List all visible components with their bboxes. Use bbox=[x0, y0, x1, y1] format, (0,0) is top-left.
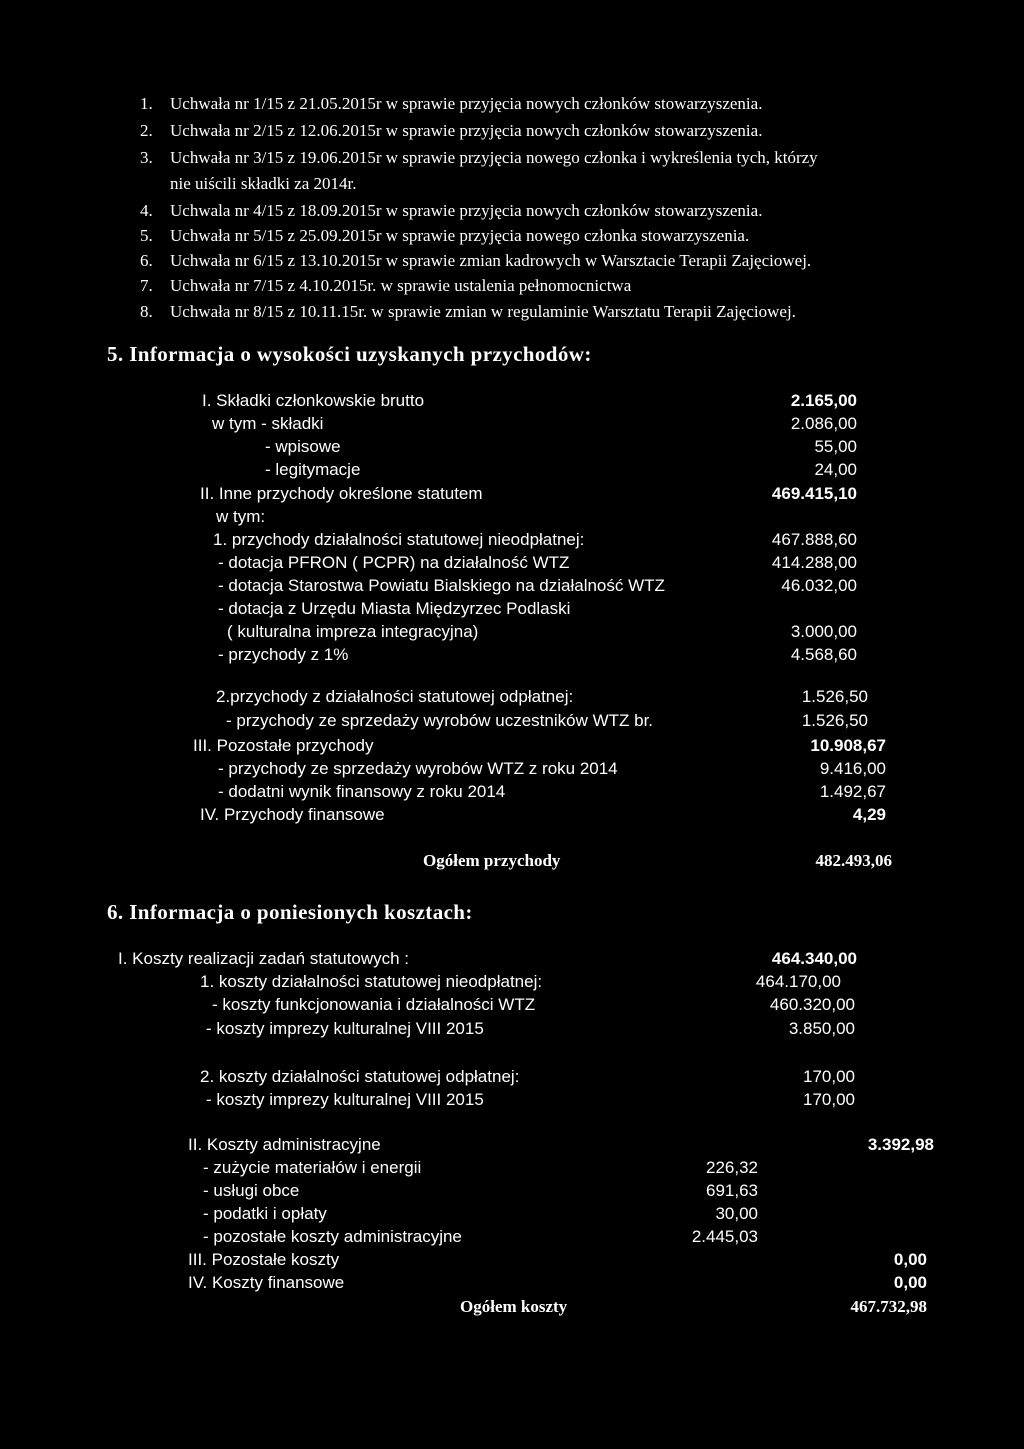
cost-row-value: 2.445,03 bbox=[691, 1227, 758, 1246]
cost-row-value: 0,00 bbox=[893, 1273, 927, 1292]
list-item-number: 1. bbox=[140, 94, 153, 113]
income-row-label: - wpisowe bbox=[265, 437, 341, 456]
cost-row-value: 464.340,00 bbox=[771, 949, 857, 968]
list-item: Uchwała nr 7/15 z 4.10.2015r. w sprawie ustalenia pełnomocnictwa bbox=[170, 276, 632, 295]
list-item-continuation: nie uiścili składki za 2014r. bbox=[170, 174, 357, 193]
income-row-label: w tym: bbox=[216, 507, 266, 526]
list-item-number: 5. bbox=[140, 226, 153, 245]
income-row-value: 469.415,10 bbox=[771, 484, 857, 503]
income-row-value: 3.000,00 bbox=[790, 622, 857, 641]
income-row-value: 24,00 bbox=[814, 460, 857, 479]
income-row-value: 1.526,50 bbox=[801, 687, 868, 706]
costs-total-value: 467.732,98 bbox=[850, 1297, 927, 1316]
income-row-value: 4.568,60 bbox=[790, 645, 857, 664]
list-item-number: 6. bbox=[140, 251, 153, 270]
list-item: Uchwała nr 3/15 z 19.06.2015r w sprawie przyjęcia nowego członka i wykreślenia tych, którzy bbox=[170, 148, 818, 167]
list-item: Uchwała nr 2/15 z 12.06.2015r w sprawie przyjęcia nowych członków stowarzyszenia. bbox=[170, 121, 763, 140]
cost-row-label: II. Koszty administracyjne bbox=[188, 1135, 381, 1154]
costs-heading: 6. Informacja o poniesionych kosztach: bbox=[107, 900, 473, 924]
income-row-value: 10.908,67 bbox=[810, 736, 886, 755]
cost-row-label: I. Koszty realizacji zadań statutowych : bbox=[118, 949, 410, 968]
income-row-label: - dodatni wynik finansowy z roku 2014 bbox=[218, 782, 506, 801]
income-row-value: 414.288,00 bbox=[771, 553, 857, 572]
income-row-label: - legitymacje bbox=[265, 460, 361, 479]
cost-row-label: - koszty imprezy kulturalnej VIII 2015 bbox=[206, 1090, 484, 1109]
cost-row-value: 170,00 bbox=[803, 1090, 855, 1109]
cost-row-label: - podatki i opłaty bbox=[203, 1204, 327, 1223]
income-row-label: 2.przychody z działalności statutowej odpłatnej: bbox=[216, 687, 574, 706]
income-row-label: II. Inne przychody określone statutem bbox=[200, 484, 483, 503]
cost-row-value: 464.170,00 bbox=[755, 972, 841, 991]
income-row-label: I. Składki członkowskie brutto bbox=[202, 391, 425, 410]
list-item: Uchwała nr 6/15 z 13.10.2015r w sprawie zmian kadrowych w Warsztacie Terapii Zajęciowej. bbox=[170, 251, 812, 270]
income-row-label: - dotacja z Urzędu Miasta Międzyrzec Podlaski bbox=[218, 599, 571, 618]
cost-row-label: 2. koszty działalności statutowej odpłatnej: bbox=[200, 1067, 520, 1086]
list-item-number: 7. bbox=[140, 276, 153, 295]
cost-row-label: IV. Koszty finansowe bbox=[188, 1273, 345, 1292]
income-row-label: - dotacja Starostwa Powiatu Bialskiego na działalność WTZ bbox=[218, 576, 665, 595]
cost-row-value: 460.320,00 bbox=[769, 995, 855, 1014]
list-item: Uchwala nr 4/15 z 18.09.2015r w sprawie przyjęcia nowych członków stowarzyszenia. bbox=[170, 201, 763, 220]
cost-row-label: - koszty funkcjonowania i działalności WTZ bbox=[212, 995, 536, 1014]
list-item: Uchwała nr 1/15 z 21.05.2015r w sprawie przyjęcia nowych członków stowarzyszenia. bbox=[170, 94, 763, 113]
income-row-label: - dotacja PFRON ( PCPR) na działalność WTZ bbox=[218, 553, 570, 572]
income-row-label: - przychody ze sprzedaży wyrobów uczestników WTZ br. bbox=[226, 711, 654, 730]
income-row-value: 2.165,00 bbox=[790, 391, 857, 410]
cost-row-label: - zużycie materiałów i energii bbox=[203, 1158, 422, 1177]
cost-row-value: 3.392,98 bbox=[867, 1135, 934, 1154]
income-row-label: ( kulturalna impreza integracyjna) bbox=[227, 622, 479, 641]
cost-row-value: 170,00 bbox=[803, 1067, 855, 1086]
income-row-value: 1.526,50 bbox=[801, 711, 868, 730]
cost-row-value: 691,63 bbox=[706, 1181, 758, 1200]
cost-row-value: 30,00 bbox=[715, 1204, 758, 1223]
list-item-number: 8. bbox=[140, 302, 153, 321]
income-row-value: 1.492,67 bbox=[819, 782, 886, 801]
cost-row-label: 1. koszty działalności statutowej nieodpłatnej: bbox=[200, 972, 543, 991]
income-row-label: - przychody z 1% bbox=[218, 645, 349, 664]
cost-row-value: 0,00 bbox=[893, 1250, 927, 1269]
cost-row-value: 226,32 bbox=[706, 1158, 758, 1177]
income-row-value: 2.086,00 bbox=[790, 414, 857, 433]
cost-row-label: - pozostałe koszty administracyjne bbox=[203, 1227, 462, 1246]
income-row-value: 55,00 bbox=[814, 437, 857, 456]
income-row-label: IV. Przychody finansowe bbox=[200, 805, 385, 824]
costs-total-label: Ogółem koszty bbox=[460, 1297, 568, 1316]
income-row-value: 467.888,60 bbox=[771, 530, 857, 549]
list-item-number: 2. bbox=[140, 121, 153, 140]
cost-row-value: 3.850,00 bbox=[788, 1019, 855, 1038]
income-row-label: III. Pozostałe przychody bbox=[193, 736, 374, 755]
income-row-value: 46.032,00 bbox=[781, 576, 857, 595]
list-item-number: 4. bbox=[140, 201, 153, 220]
cost-row-label: - koszty imprezy kulturalnej VIII 2015 bbox=[206, 1019, 484, 1038]
income-row-label: - przychody ze sprzedaży wyrobów WTZ z roku 2014 bbox=[218, 759, 618, 778]
cost-row-label: - usługi obce bbox=[203, 1181, 300, 1200]
income-row-value: 9.416,00 bbox=[819, 759, 886, 778]
list-item: Uchwała nr 8/15 z 10.11.15r. w sprawie zmian w regulaminie Warsztatu Terapii Zajęciowej. bbox=[170, 302, 796, 321]
income-row-value: 4,29 bbox=[852, 805, 886, 824]
list-item: Uchwała nr 5/15 z 25.09.2015r w sprawie przyjęcia nowego członka stowarzyszenia. bbox=[170, 226, 750, 245]
income-total-value: 482.493,06 bbox=[815, 851, 892, 870]
list-item-number: 3. bbox=[140, 148, 153, 167]
income-total-label: Ogółem przychody bbox=[423, 851, 561, 870]
income-row-label: 1. przychody działalności statutowej nieodpłatnej: bbox=[213, 530, 585, 549]
cost-row-label: III. Pozostałe koszty bbox=[188, 1250, 340, 1269]
income-row-label: w tym - składki bbox=[212, 414, 324, 433]
income-heading: 5. Informacja o wysokości uzyskanych przychodów: bbox=[107, 342, 592, 366]
